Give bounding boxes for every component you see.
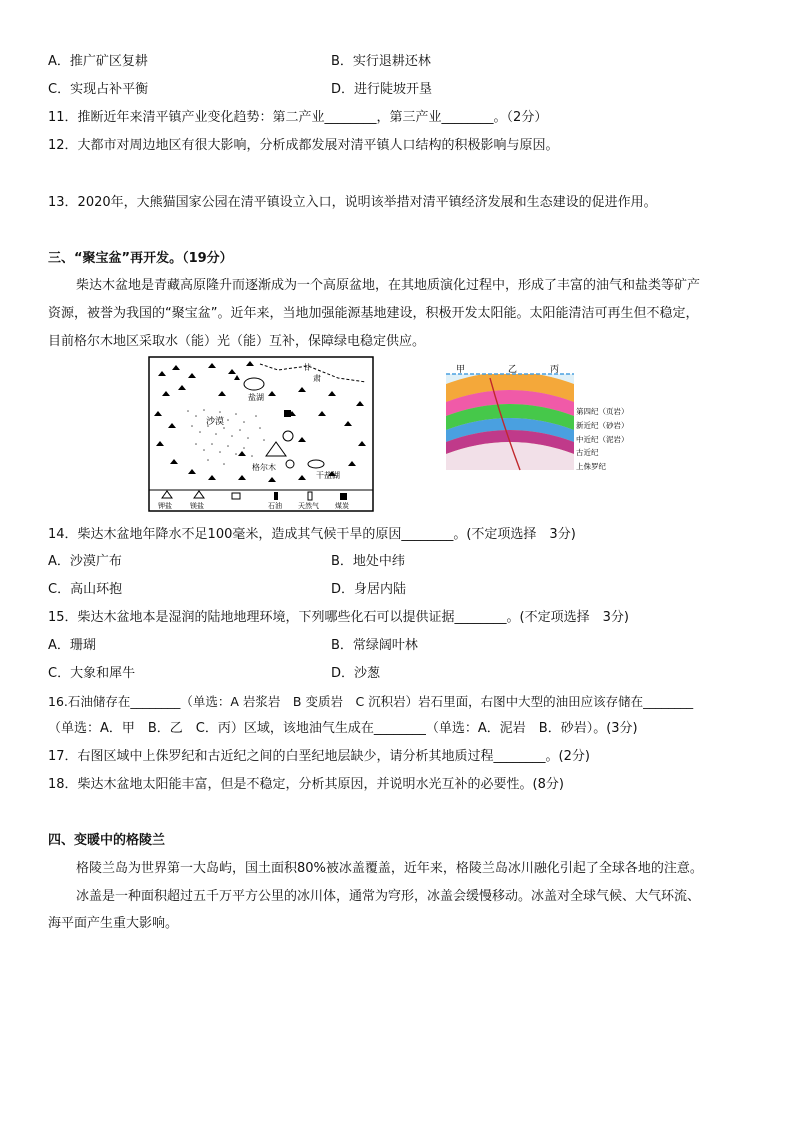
layer-label-mid: 中近纪（泥岩） bbox=[576, 435, 629, 444]
map-label-yanhu: 盐湖 bbox=[248, 393, 264, 402]
geologic-section-diagram bbox=[446, 362, 629, 472]
question-16-line-1: 16.石油储存在________（单选：A 岩浆岩 B 变质岩 C 沉积岩）岩石里面，右图中大型的油田应该存储在________ bbox=[48, 694, 694, 709]
layer-label-paleogene: 古近纪 bbox=[576, 448, 599, 457]
section-4-title: 四、变暖中的格陵兰 bbox=[48, 833, 166, 848]
q14-option-a: A．沙漠广布 bbox=[48, 554, 122, 569]
section-4-para-2-line-1: 冰盖是一种面积超过五千万平方公里的冰川体，通常为穹形，冰盖会缓慢移动。冰盖对全球气候、大气环流、 bbox=[76, 889, 701, 904]
section-3-title: 三、“聚宝盆”再开发。（19分） bbox=[48, 251, 233, 266]
map-label-shamo: 沙漠 bbox=[206, 417, 225, 427]
map-label-geermu: 格尔木 bbox=[252, 463, 276, 472]
legend-coal: 煤炭 bbox=[335, 502, 349, 510]
q14-option-d: D．身居内陆 bbox=[331, 582, 407, 597]
question-14-stem: 14．柴达木盆地年降水不足100毫米，造成其气候干旱的原因________。(不定项选择 3分) bbox=[48, 527, 576, 542]
question-11: 11．推断近年来清平镇产业变化趋势：第二产业________，第三产业________。（2分） bbox=[48, 110, 548, 125]
section-3-para-line-1: 柴达木盆地是青藏高原隆升而逐渐成为一个高原盆地，在其地质演化过程中，形成了丰富的油气和盐类等矿产 bbox=[76, 278, 701, 293]
legend-oil: 石油 bbox=[268, 502, 282, 510]
section-3-para-line-3: 目前格尔木地区采取水（能）光（能）互补，保障绿电稳定供应。 bbox=[48, 334, 426, 349]
q10-option-b: B．实行退耕还林 bbox=[331, 54, 431, 69]
map-label-su: 肃 bbox=[313, 374, 321, 383]
coal-symbol bbox=[284, 410, 291, 417]
map-label-qianyanhu: 干盐湖 bbox=[316, 471, 340, 480]
section-3-para-line-2: 资源，被誉为我国的“聚宝盆”。近年来，当地加强能源基地建设，积极开发太阳能。太阳能清洁可再生但不稳定， bbox=[48, 306, 699, 321]
layer-label-upper-jurassic: 上侏罗纪 bbox=[576, 462, 606, 471]
question-15-stem: 15．柴达木盆地本是湿润的陆地地理环境，下列哪些化石可以提供证据________。(不定项选择 3分) bbox=[48, 610, 629, 625]
section-label-bing: 丙 bbox=[550, 365, 560, 375]
q15-option-d: D．沙葱 bbox=[331, 666, 381, 681]
question-13: 13．2020年，大熊猫国家公园在清平镇设立入口，说明该举措对清平镇经济发展和生态建设的促进作用。 bbox=[48, 195, 657, 210]
legend-magnesium: 镁盐 bbox=[190, 502, 204, 510]
section-4-para-1: 格陵兰岛为世界第一大岛屿，国土面积80%被冰盖覆盖，近年来，格陵兰岛冰川融化引起了全球各地的注意。 bbox=[76, 861, 703, 876]
q10-option-d: D．进行陡坡开垦 bbox=[331, 82, 433, 97]
q10-option-a: A．推广矿区复耕 bbox=[48, 54, 148, 69]
q14-option-b: B．地处中纬 bbox=[331, 554, 405, 569]
question-12: 12．大都市对周边地区有很大影响，分析成都发展对清平镇人口结构的积极影响与原因。 bbox=[48, 138, 559, 153]
layer-label-quaternary: 第四纪（页岩） bbox=[576, 407, 629, 416]
question-18: 18．柴达木盆地太阳能丰富，但是不稳定，分析其原因，并说明水光互补的必要性。(8分) bbox=[48, 777, 564, 792]
q15-option-a: A．珊瑚 bbox=[48, 638, 96, 653]
section-4-para-2-line-2: 海平面产生重大影响。 bbox=[48, 916, 179, 931]
qaidam-basin-map bbox=[148, 356, 374, 512]
question-16-line-2: （单选：A．甲 B．乙 C．丙）区域，该地油气生成在________（单选：A．泥岩 B．砂岩）。(3分) bbox=[48, 721, 638, 736]
q15-option-b: B．常绿阔叶林 bbox=[331, 638, 418, 653]
section-label-jia: 甲 bbox=[456, 365, 466, 375]
q15-option-c: C．大象和犀牛 bbox=[48, 666, 136, 681]
layer-label-neogene: 新近纪（砂岩） bbox=[576, 421, 629, 430]
question-17: 17．右图区域中上侏罗纪和古近纪之间的白垩纪地层缺少，请分析其地质过程________。(2分) bbox=[48, 749, 590, 764]
legend-potash: 钾盐 bbox=[158, 502, 172, 510]
legend-gas: 天然气 bbox=[298, 502, 319, 510]
q14-option-c: C．高山环抱 bbox=[48, 582, 123, 597]
q10-option-c: C．实现占补平衡 bbox=[48, 82, 149, 97]
section-label-yi: 乙 bbox=[508, 365, 518, 375]
map-label-gan: 甘 bbox=[303, 363, 311, 372]
